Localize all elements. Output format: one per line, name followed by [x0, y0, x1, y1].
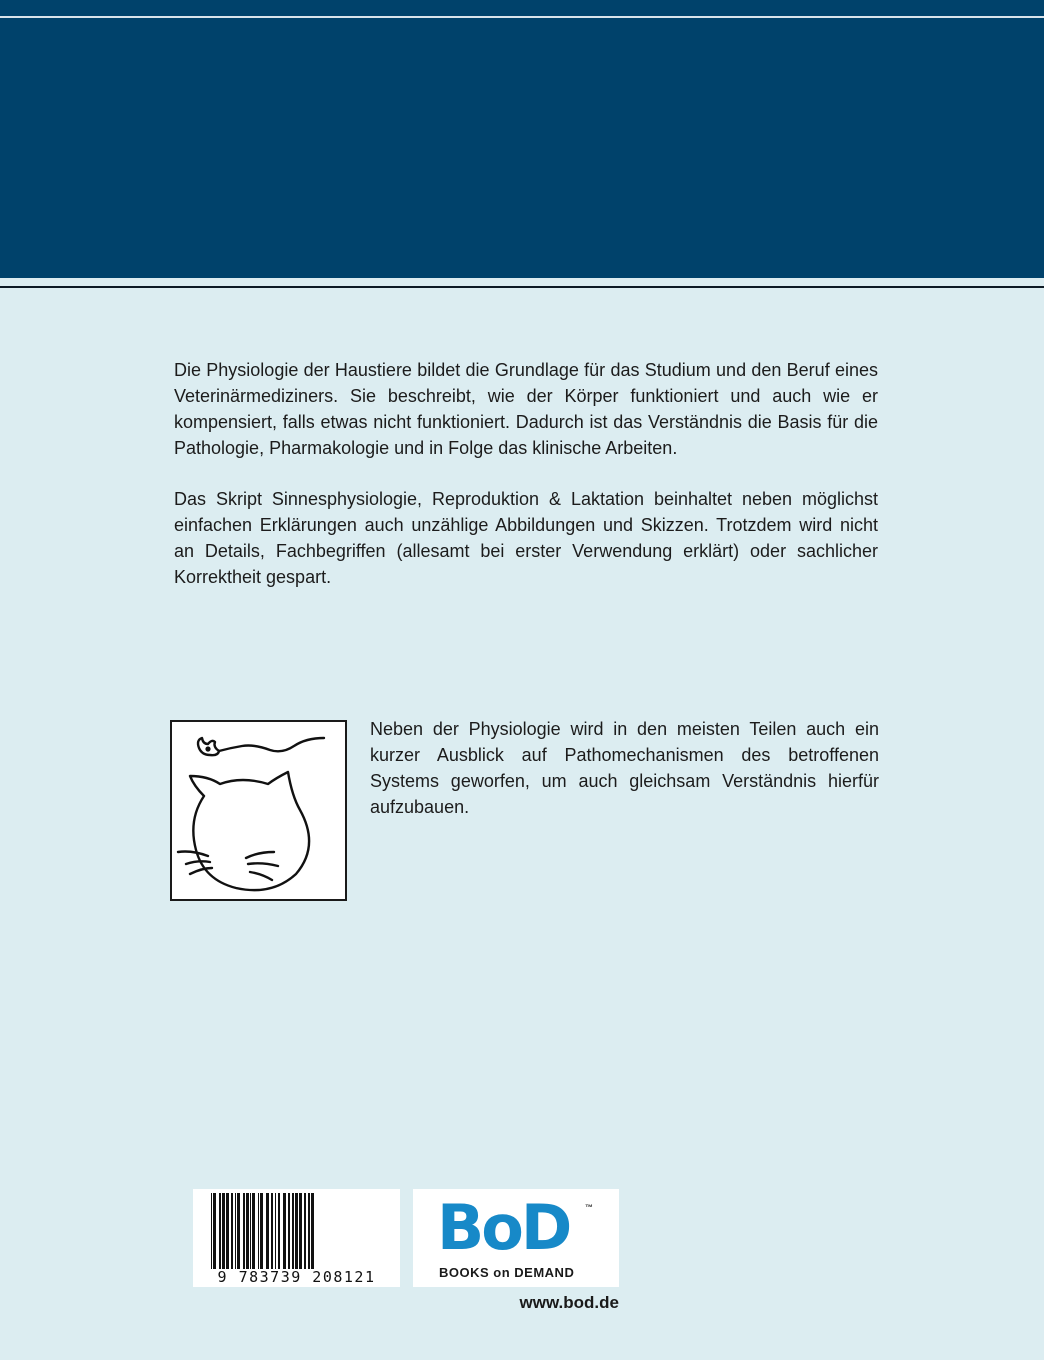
barcode-bar	[213, 1193, 216, 1269]
isbn-barcode	[193, 1189, 400, 1287]
logo-tagline: BOOKS on DEMAND	[439, 1265, 575, 1280]
barcode-bar	[237, 1193, 240, 1269]
barcode-bar	[219, 1193, 221, 1269]
barcode-bar	[252, 1193, 255, 1269]
barcode-bar	[250, 1193, 251, 1269]
barcode-bar	[308, 1193, 310, 1269]
trademark-symbol: ™	[585, 1203, 593, 1212]
barcode-bar	[304, 1193, 306, 1269]
barcode-bar	[243, 1193, 245, 1269]
barcode-bar	[299, 1193, 302, 1269]
barcode-bar	[260, 1193, 263, 1269]
barcode-bar	[278, 1193, 280, 1269]
barcode-bars	[193, 1189, 400, 1269]
band-divider-line	[0, 286, 1044, 288]
barcode-bar	[275, 1193, 276, 1269]
publisher-logo	[413, 1189, 619, 1287]
barcode-bar	[222, 1193, 225, 1269]
barcode-bar	[211, 1193, 212, 1269]
top-rule-line	[0, 16, 1044, 18]
barcode-digits: 9 783739 208121	[193, 1269, 400, 1285]
description-paragraph-3: Neben der Physiologie wird in den meisten Teilen auch ein kurzer Ausblick auf Pathomechanismen des betroffenen Systems geworfen, um auch gleichsam Verständnis hierfür aufzubauen.	[370, 719, 879, 817]
barcode-bar	[271, 1193, 273, 1269]
barcode-bar	[311, 1193, 314, 1269]
barcode-bar	[246, 1193, 249, 1269]
logo-mark: BoD	[437, 1191, 570, 1264]
barcode-bar	[295, 1193, 298, 1269]
barcode-bar	[266, 1193, 269, 1269]
barcode-bar	[258, 1193, 259, 1269]
barcode-bar	[226, 1193, 229, 1269]
barcode-bar	[235, 1193, 236, 1269]
description-paragraph-2: Das Skript Sinnesphysiologie, Reproduktion & Laktation beinhaltet neben möglichst einfachen Erklärungen auch unzählige Abbildungen und Skizzen. Trotzdem wird nicht an Details, Fachbegriffen (allesamt bei erster Verwendung erklärt) oder sachlicher Korrektheit gespart.	[174, 489, 878, 587]
publisher-website: www.bod.de	[519, 1293, 619, 1312]
cat-sketch-illustration	[170, 720, 347, 901]
barcode-bar	[283, 1193, 286, 1269]
description-paragraph-1: Die Physiologie der Haustiere bildet die Grundlage für das Studium und den Beruf eines Veterinärmediziners. Sie beschreibt, wie der Körper funktioniert und auch wie er kompensiert, falls etwas nicht funktioniert. Dadurch ist das Verständnis die Basis für die Pathologie, Pharmakologie und in Folge das klinische Arbeiten.	[174, 360, 878, 458]
barcode-bar	[231, 1193, 233, 1269]
barcode-bar	[292, 1193, 294, 1269]
top-color-band	[0, 0, 1044, 278]
barcode-bar	[288, 1193, 290, 1269]
cat-sketch-icon	[172, 722, 345, 899]
